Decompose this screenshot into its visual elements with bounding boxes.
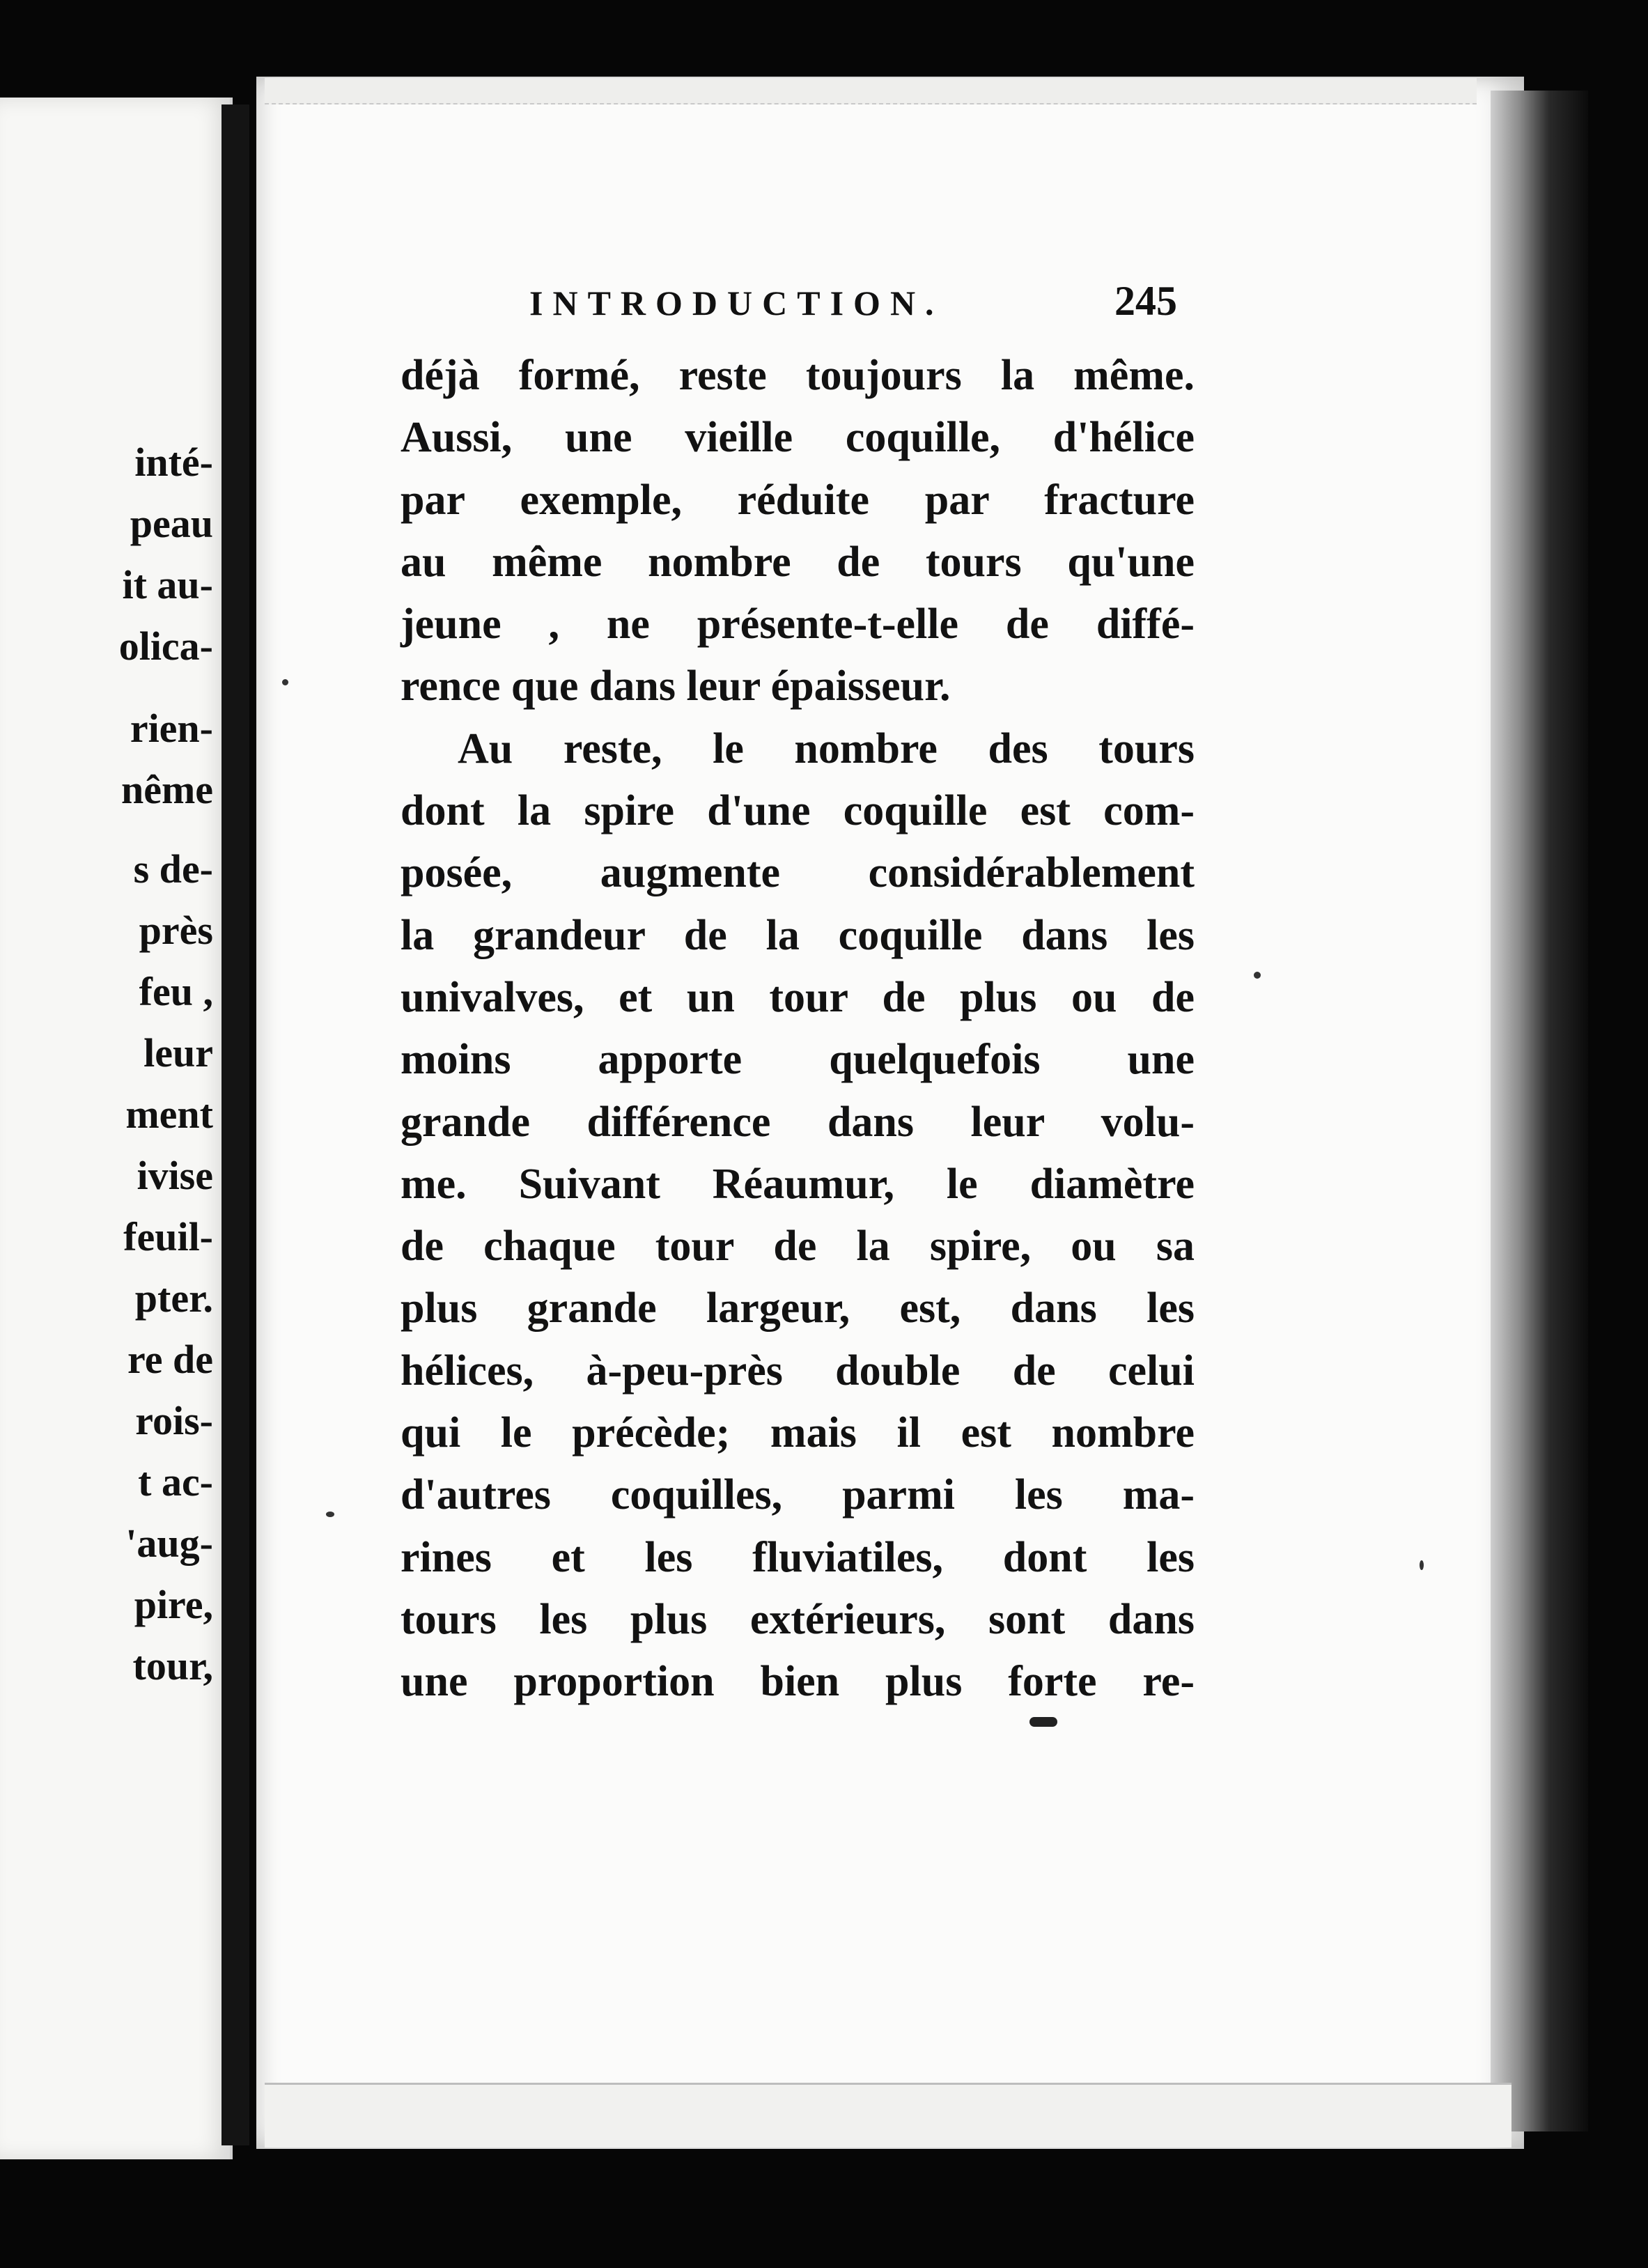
left-line: s de- [133, 846, 213, 892]
left-line: t ac- [138, 1459, 213, 1505]
running-title: INTRODUCTION. [529, 284, 944, 323]
page-number: 245 [1114, 278, 1177, 324]
text-line: posée, augmente considérablement [401, 849, 1195, 897]
text-line: rines et les fluviatiles, dont les [401, 1533, 1195, 1581]
body-text [401, 345, 1195, 1714]
left-line: pter. [134, 1275, 213, 1321]
left-line: feu , [139, 969, 213, 1014]
text-line: grande différence dans leur volu- [401, 1098, 1195, 1146]
text-line: me. Suivant Réaumur, le diamètre [401, 1160, 1195, 1208]
book-gutter [221, 104, 249, 2145]
text-line: moins apporte quelquefois une [401, 1036, 1195, 1084]
text-line: qui le précède; mais il est nombre [401, 1409, 1195, 1457]
text-line: une proportion bien plus forte re- [401, 1658, 1195, 1706]
left-line: près [139, 908, 213, 953]
ink-speck [1420, 1560, 1424, 1570]
text-line: de chaque tour de la spire, ou sa [401, 1222, 1195, 1271]
text-line: tours les plus extérieurs, sont dans [401, 1595, 1195, 1643]
left-line: rien- [130, 706, 213, 751]
text-line: rence que dans leur épaisseur. [401, 662, 951, 710]
left-line: ment [125, 1092, 213, 1137]
text-line: au même nombre de tours qu'une [401, 538, 1195, 586]
page-bottom-edge [265, 2083, 1511, 2147]
left-line: nême [121, 767, 213, 812]
left-line: rois- [135, 1398, 213, 1443]
left-line: leur [143, 1030, 213, 1075]
text-line: Au reste, le nombre des tours [458, 724, 1195, 772]
catchword-mark [1029, 1717, 1057, 1727]
left-line: 'aug- [125, 1521, 213, 1566]
text-line: dont la spire d'une coquille est com- [401, 787, 1195, 835]
left-line: ivise [137, 1153, 213, 1198]
left-line: tour, [132, 1643, 213, 1688]
left-page [0, 98, 233, 2159]
text-line: déjà formé, reste toujours la même. [401, 352, 1195, 399]
ink-speck [326, 1512, 334, 1517]
ink-speck [1254, 972, 1261, 979]
text-line: plus grande largeur, est, dans les [401, 1284, 1195, 1333]
page-fore-edge [1491, 91, 1588, 2131]
page-top-edge [265, 78, 1477, 104]
left-line: feuil- [123, 1214, 213, 1259]
left-line: it au- [122, 562, 213, 607]
text-line: Aussi, une vieille coquille, d'hélice [401, 414, 1195, 462]
text-line: la grandeur de la coquille dans les [401, 911, 1195, 959]
left-line: peau [130, 501, 213, 546]
text-line: univalves, et un tour de plus ou de [401, 973, 1195, 1021]
text-line: jeune , ne présente-t-elle de diffé- [401, 600, 1195, 648]
ink-speck [282, 679, 288, 685]
text-line: hélices, à-peu-près double de celui [401, 1346, 1195, 1395]
left-line: inté- [134, 440, 213, 485]
text-line: d'autres coquilles, parmi les ma- [401, 1471, 1195, 1519]
left-line: olica- [118, 623, 213, 669]
left-page-text [119, 432, 213, 1697]
left-line: re de [127, 1337, 213, 1382]
text-line: par exemple, réduite par fracture [401, 476, 1195, 524]
left-line: pire, [134, 1582, 213, 1627]
running-head [529, 277, 1177, 325]
